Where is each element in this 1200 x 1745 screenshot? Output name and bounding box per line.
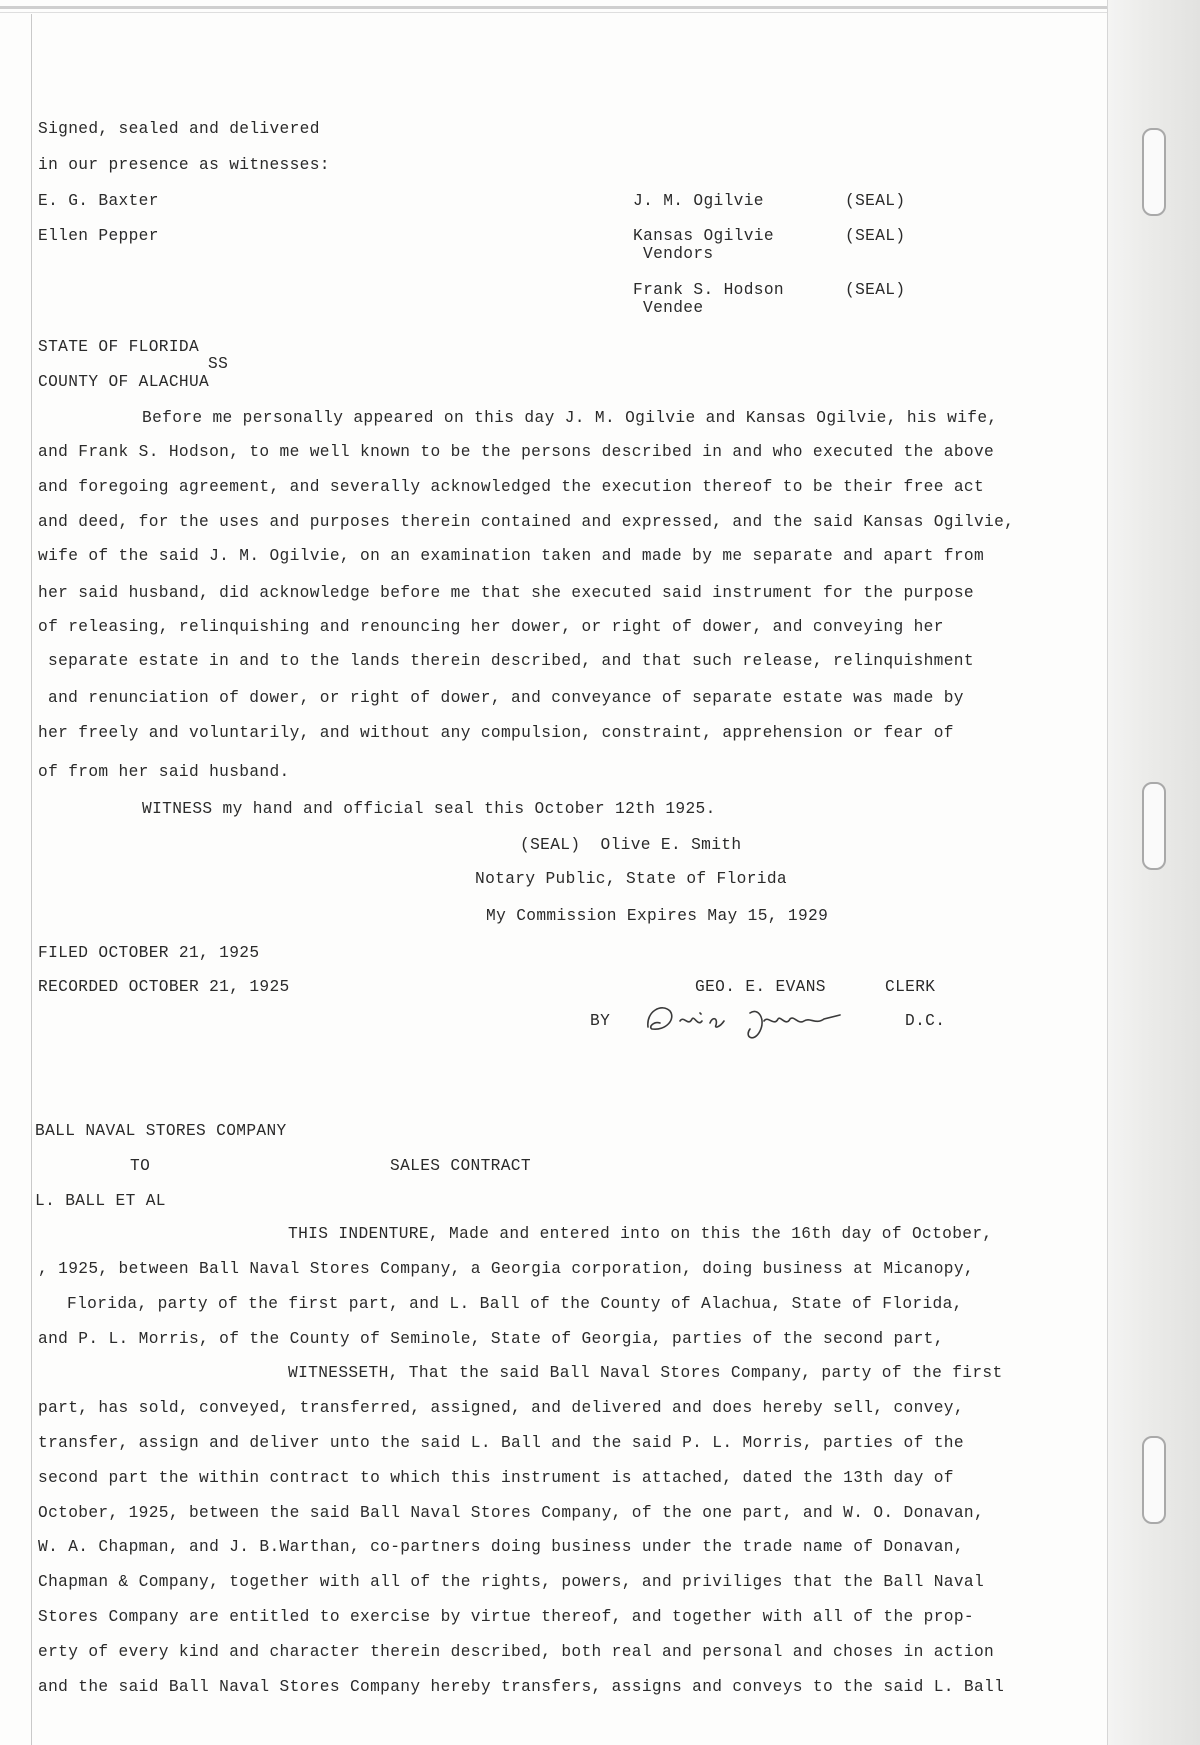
ack-line: of releasing, relinquishing and renouncing her dower, or right of dower, and conveying her xyxy=(38,618,944,636)
binder-ring-icon xyxy=(1142,1436,1166,1524)
contract-party-2: L. BALL ET AL xyxy=(35,1192,166,1210)
venue-county: COUNTY OF ALACHUA xyxy=(38,373,210,391)
contract-line: and the said Ball Naval Stores Company hereby transfers, assigns and conveys to the said L. Ball xyxy=(38,1678,1005,1696)
witness-line-2: in our presence as witnesses: xyxy=(38,156,330,174)
contract-line: erty of every kind and character therein described, both real and personal and choses in action xyxy=(38,1643,995,1661)
binder-ring-icon xyxy=(1142,782,1166,870)
ack-line: wife of the said J. M. Ogilvie, on an examination taken and made by me separate and apart from xyxy=(38,547,985,565)
signatory-1-seal: (SEAL) xyxy=(845,192,906,210)
recorded-date: RECORDED OCTOBER 21, 1925 xyxy=(38,978,290,996)
top-border-thin xyxy=(0,12,1200,13)
signatory-2-role: Vendors xyxy=(643,245,714,263)
clerk-title: CLERK xyxy=(885,978,936,996)
contract-line: Stores Company are entitled to exercise by virtue thereof, and together with all of the prop- xyxy=(38,1608,974,1626)
notary-name: (SEAL) Olive E. Smith xyxy=(520,836,742,854)
ack-witness-line: WITNESS my hand and official seal this October 12th 1925. xyxy=(142,800,716,818)
contract-line: , 1925, between Ball Naval Stores Company, a Georgia corporation, doing business at Micanopy, xyxy=(38,1260,974,1278)
ack-line: of from her said husband. xyxy=(38,763,290,781)
witness-line-1: Signed, sealed and delivered xyxy=(38,120,320,138)
contract-title: SALES CONTRACT xyxy=(390,1157,531,1175)
ack-line: her said husband, did acknowledge before me that she executed said instrument for the purpose xyxy=(38,584,974,602)
deputy-signature-icon xyxy=(640,997,860,1043)
contract-party-1: BALL NAVAL STORES COMPANY xyxy=(35,1122,287,1140)
binder-ring-icon xyxy=(1142,128,1166,216)
ack-line: separate estate in and to the lands therein described, and that such release, relinquishment xyxy=(48,652,974,670)
ack-line: her freely and voluntarily, and without any compulsion, constraint, apprehension or fear of xyxy=(38,724,954,742)
ack-line: Before me personally appeared on this day J. M. Ogilvie and Kansas Ogilvie, his wife, xyxy=(142,409,998,427)
signatory-2-seal: (SEAL) xyxy=(845,227,906,245)
venue-state: STATE OF FLORIDA xyxy=(38,338,200,356)
contract-line: part, has sold, conveyed, transferred, assigned, and delivered and does hereby sell, convey, xyxy=(38,1399,964,1417)
venue-ss: SS xyxy=(208,355,229,373)
contract-to: TO xyxy=(130,1157,151,1175)
ack-line: and foregoing agreement, and severally acknowledged the execution thereof to be their free act xyxy=(38,478,985,496)
witness-name-1: E. G. Baxter xyxy=(38,192,159,210)
filed-date: FILED OCTOBER 21, 1925 xyxy=(38,944,260,962)
contract-line: transfer, assign and deliver unto the said L. Ball and the said P. L. Morris, parties of the xyxy=(38,1434,964,1452)
contract-line: October, 1925, between the said Ball Naval Stores Company, of the one part, and W. O. Donavan, xyxy=(38,1504,985,1522)
notary-title: Notary Public, State of Florida xyxy=(475,870,787,888)
notary-commission: My Commission Expires May 15, 1929 xyxy=(486,907,829,925)
signatory-3-name: Frank S. Hodson xyxy=(633,281,784,299)
ack-line: and Frank S. Hodson, to me well known to be the persons described in and who executed the above xyxy=(38,443,995,461)
left-margin-line xyxy=(31,14,32,1745)
top-border xyxy=(0,6,1200,9)
deputy-clerk-label: D.C. xyxy=(905,1012,946,1030)
contract-line: second part the within contract to which this instrument is attached, dated the 13th day of xyxy=(38,1469,954,1487)
contract-line: and P. L. Morris, of the County of Seminole, State of Georgia, parties of the second part, xyxy=(38,1330,944,1348)
clerk-name: GEO. E. EVANS xyxy=(695,978,826,996)
signatory-3-role: Vendee xyxy=(643,299,704,317)
by-label: BY xyxy=(590,1012,611,1030)
contract-line: Chapman & Company, together with all of the rights, powers, and priviliges that the Ball Naval xyxy=(38,1573,985,1591)
signatory-3-seal: (SEAL) xyxy=(845,281,906,299)
ack-line: and deed, for the uses and purposes therein contained and expressed, and the said Kansas Ogilvie, xyxy=(38,513,1015,531)
contract-line: W. A. Chapman, and J. B.Warthan, co-partners doing business under the trade name of Donavan, xyxy=(38,1538,964,1556)
contract-line: WITNESSETH, That the said Ball Naval Stores Company, party of the first xyxy=(288,1364,1003,1382)
ack-line: and renunciation of dower, or right of dower, and conveyance of separate estate was made by xyxy=(48,689,964,707)
contract-line: Florida, party of the first part, and L. Ball of the County of Alachua, State of Florida, xyxy=(67,1295,963,1313)
signatory-2-name: Kansas Ogilvie xyxy=(633,227,774,245)
witness-name-2: Ellen Pepper xyxy=(38,227,159,245)
contract-line: THIS INDENTURE, Made and entered into on this the 16th day of October, xyxy=(288,1225,993,1243)
signatory-1-name: J. M. Ogilvie xyxy=(633,192,764,210)
